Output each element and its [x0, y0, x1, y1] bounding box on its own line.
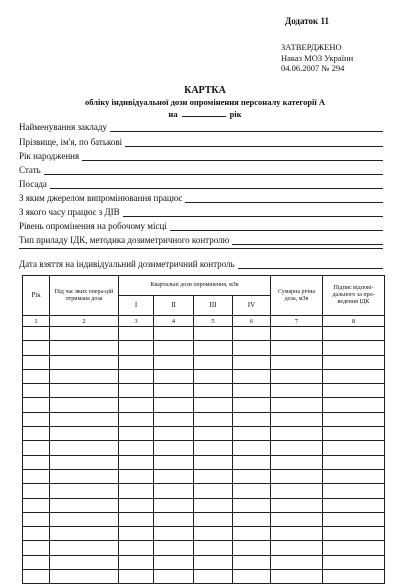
- table-cell[interactable]: [50, 355, 119, 369]
- table-cell[interactable]: [23, 384, 50, 398]
- table-cell[interactable]: [50, 441, 119, 455]
- table-cell[interactable]: [23, 555, 50, 569]
- table-cell[interactable]: [119, 498, 154, 512]
- table-cell[interactable]: [271, 512, 323, 526]
- table-cell[interactable]: [233, 355, 271, 369]
- table-row: [23, 570, 385, 584]
- approval-line: Наказ МОЗ України: [281, 52, 354, 63]
- table-cell[interactable]: [50, 498, 119, 512]
- table-cell[interactable]: [23, 427, 50, 441]
- table-cell[interactable]: [50, 469, 119, 483]
- table-cell[interactable]: [23, 527, 50, 541]
- table-cell[interactable]: [233, 555, 271, 569]
- table-cell[interactable]: [271, 355, 323, 369]
- table-cell[interactable]: [323, 527, 385, 541]
- table-cell[interactable]: [50, 369, 119, 383]
- column-number: 7: [271, 316, 323, 327]
- field-fill-line[interactable]: [238, 259, 383, 269]
- table-body: [23, 327, 385, 584]
- table-cell[interactable]: [119, 441, 154, 455]
- table-cell[interactable]: [119, 384, 154, 398]
- table-cell[interactable]: [23, 398, 50, 412]
- field-radiation-source: [19, 191, 383, 203]
- table-cell[interactable]: [323, 384, 385, 398]
- column-number: 5: [194, 316, 233, 327]
- table-cell[interactable]: [233, 427, 271, 441]
- table-cell[interactable]: [119, 570, 154, 584]
- table-cell[interactable]: [154, 398, 194, 412]
- field-full-name: [19, 135, 383, 147]
- table-cell[interactable]: [194, 441, 233, 455]
- table-cell[interactable]: [23, 498, 50, 512]
- approval-stamp: [281, 42, 353, 74]
- year-line: [0, 108, 410, 119]
- field-sampling-date: [19, 257, 383, 269]
- field-fill-line[interactable]: [110, 122, 383, 132]
- table-cell[interactable]: [119, 427, 154, 441]
- field-exposure-level: [19, 219, 383, 231]
- table-cell[interactable]: [154, 341, 194, 355]
- table-cell[interactable]: [323, 355, 385, 369]
- table-cell[interactable]: [50, 512, 119, 526]
- table-cell[interactable]: [119, 469, 154, 483]
- column-numbers-row: [23, 316, 385, 327]
- table-row: [23, 541, 385, 555]
- field-device-type: [19, 233, 383, 245]
- table-cell[interactable]: [194, 498, 233, 512]
- col-header-annual-total: Сумарна річна доза, мЗв: [271, 276, 323, 316]
- table-cell[interactable]: [323, 555, 385, 569]
- card-title: КАРТКА: [184, 85, 226, 96]
- table-cell[interactable]: [23, 469, 50, 483]
- field-label: Стать: [19, 165, 41, 175]
- table-cell[interactable]: [194, 455, 233, 469]
- table-cell[interactable]: [23, 455, 50, 469]
- col-header-quarterly-doses: Квартальні дози опромінення, мЗв: [119, 276, 271, 296]
- field-label: З яким джерелом випромінювання працює: [19, 193, 183, 203]
- table-cell[interactable]: [119, 527, 154, 541]
- table-cell[interactable]: [194, 512, 233, 526]
- table-cell[interactable]: [154, 570, 194, 584]
- appendix-number: Додаток 11: [285, 16, 329, 26]
- year-suffix: рік: [229, 109, 242, 119]
- table-cell[interactable]: [154, 384, 194, 398]
- table-cell[interactable]: [23, 541, 50, 555]
- table-cell[interactable]: [194, 527, 233, 541]
- table-row: [23, 441, 385, 455]
- table-cell[interactable]: [194, 384, 233, 398]
- table-cell[interactable]: [154, 427, 194, 441]
- table-cell[interactable]: [271, 327, 323, 341]
- field-label: З якого часу працює з ДІВ: [19, 207, 120, 217]
- table-cell[interactable]: [154, 498, 194, 512]
- column-number: 1: [23, 316, 50, 327]
- col-header-quarter: IV: [233, 296, 271, 316]
- table-cell[interactable]: [271, 384, 323, 398]
- table-cell[interactable]: [119, 541, 154, 555]
- table-cell[interactable]: [323, 541, 385, 555]
- table-cell[interactable]: [233, 570, 271, 584]
- table-cell[interactable]: [119, 412, 154, 426]
- table-cell[interactable]: [233, 412, 271, 426]
- table-cell[interactable]: [323, 512, 385, 526]
- year-blank[interactable]: [182, 108, 226, 117]
- table-cell[interactable]: [194, 327, 233, 341]
- table-cell[interactable]: [154, 369, 194, 383]
- table-row: [23, 384, 385, 398]
- table-cell[interactable]: [323, 427, 385, 441]
- column-number: 3: [119, 316, 154, 327]
- table-cell[interactable]: [23, 412, 50, 426]
- field-label: Тип приладу ІДК, методика дозиметричного контролю: [19, 235, 230, 245]
- table-cell[interactable]: [323, 484, 385, 498]
- table-cell[interactable]: [271, 555, 323, 569]
- table-cell[interactable]: [154, 355, 194, 369]
- table-row: [23, 412, 385, 426]
- table-cell[interactable]: [194, 570, 233, 584]
- table-row: [23, 484, 385, 498]
- table-cell[interactable]: [194, 398, 233, 412]
- table-cell[interactable]: [23, 369, 50, 383]
- table-row: [23, 469, 385, 483]
- extra-fill-line[interactable]: [19, 248, 383, 249]
- table-cell[interactable]: [23, 512, 50, 526]
- table-cell[interactable]: [233, 512, 271, 526]
- table-cell[interactable]: [194, 355, 233, 369]
- table-cell[interactable]: [23, 441, 50, 455]
- table-cell[interactable]: [233, 527, 271, 541]
- table-cell[interactable]: [194, 555, 233, 569]
- field-fill-line[interactable]: [232, 235, 383, 245]
- table-cell[interactable]: [323, 469, 385, 483]
- col-header-signature: Підпис відпові-дального за про-ведення ІДК: [323, 276, 385, 316]
- table-cell[interactable]: [23, 355, 50, 369]
- table-cell[interactable]: [323, 398, 385, 412]
- table-cell[interactable]: [50, 570, 119, 584]
- table-cell[interactable]: [271, 469, 323, 483]
- field-label: Прізвище, ім'я, по батькові: [19, 137, 123, 147]
- table-row: [23, 341, 385, 355]
- table-cell[interactable]: [323, 327, 385, 341]
- table-cell[interactable]: [233, 441, 271, 455]
- table-cell[interactable]: [233, 541, 271, 555]
- table-cell[interactable]: [119, 455, 154, 469]
- table-cell[interactable]: [23, 327, 50, 341]
- field-fill-line[interactable]: [185, 193, 383, 203]
- field-label: Найменування закладу: [19, 122, 107, 132]
- table-cell[interactable]: [271, 441, 323, 455]
- table-cell[interactable]: [50, 412, 119, 426]
- table-cell[interactable]: [119, 555, 154, 569]
- table-cell[interactable]: [154, 469, 194, 483]
- table-cell[interactable]: [194, 341, 233, 355]
- column-number: 6: [233, 316, 271, 327]
- field-position: [19, 177, 383, 189]
- table-cell[interactable]: [233, 398, 271, 412]
- table-cell[interactable]: [50, 541, 119, 555]
- table-row: [23, 498, 385, 512]
- table-cell[interactable]: [119, 355, 154, 369]
- field-birth-year: [19, 149, 383, 161]
- field-fill-line[interactable]: [125, 137, 383, 147]
- table-cell[interactable]: [323, 455, 385, 469]
- table-cell[interactable]: [154, 441, 194, 455]
- col-header-year: Рік: [23, 276, 50, 316]
- approval-line: 04.06.2007 № 294: [281, 63, 345, 73]
- table-row: [23, 555, 385, 569]
- table-cell[interactable]: [50, 398, 119, 412]
- table-cell[interactable]: [119, 512, 154, 526]
- table-cell[interactable]: [50, 555, 119, 569]
- table-row: [23, 455, 385, 469]
- table-cell[interactable]: [50, 341, 119, 355]
- table-row: [23, 427, 385, 441]
- table-cell[interactable]: [271, 484, 323, 498]
- field-sex: [19, 163, 383, 175]
- table-row: [23, 355, 385, 369]
- column-number: 4: [154, 316, 194, 327]
- table-cell[interactable]: [119, 484, 154, 498]
- table-cell[interactable]: [233, 384, 271, 398]
- field-fill-line[interactable]: [123, 207, 383, 217]
- field-fill-line[interactable]: [82, 151, 383, 161]
- table-cell[interactable]: [194, 427, 233, 441]
- table-row: [23, 327, 385, 341]
- table-cell[interactable]: [154, 527, 194, 541]
- field-work-since: [19, 205, 383, 217]
- card-subtitle: обліку індивідуальної дози опромінення персоналу категорії А: [84, 97, 326, 107]
- table-cell[interactable]: [271, 369, 323, 383]
- table-row: [23, 512, 385, 526]
- table-cell[interactable]: [271, 498, 323, 512]
- table-row: [23, 369, 385, 383]
- table-cell[interactable]: [119, 341, 154, 355]
- table-cell[interactable]: [154, 541, 194, 555]
- table-cell[interactable]: [271, 541, 323, 555]
- table-cell[interactable]: [271, 527, 323, 541]
- table-cell[interactable]: [271, 398, 323, 412]
- table-cell[interactable]: [154, 455, 194, 469]
- col-header-operations: Під час яких опера-цій отримана доза: [50, 276, 119, 316]
- table-cell[interactable]: [194, 541, 233, 555]
- table-cell[interactable]: [194, 412, 233, 426]
- table-cell[interactable]: [154, 412, 194, 426]
- col-header-quarter: I: [119, 296, 154, 316]
- field-institution: [19, 120, 383, 132]
- field-fill-line[interactable]: [170, 221, 383, 231]
- table-cell[interactable]: [323, 498, 385, 512]
- dose-table: [22, 275, 385, 584]
- table-cell[interactable]: [23, 341, 50, 355]
- table-cell[interactable]: [233, 469, 271, 483]
- table-cell[interactable]: [271, 341, 323, 355]
- table-cell[interactable]: [23, 484, 50, 498]
- column-number: 8: [323, 316, 385, 327]
- table-cell[interactable]: [271, 455, 323, 469]
- field-fill-line[interactable]: [50, 179, 383, 189]
- table-cell[interactable]: [323, 570, 385, 584]
- field-label: Дата взяття на індивідуальний дозиметричний контроль: [19, 259, 235, 269]
- table-cell[interactable]: [233, 341, 271, 355]
- table-cell[interactable]: [154, 484, 194, 498]
- table-cell[interactable]: [154, 512, 194, 526]
- table-cell[interactable]: [23, 570, 50, 584]
- column-number: 2: [50, 316, 119, 327]
- table-cell[interactable]: [119, 398, 154, 412]
- table-cell[interactable]: [154, 555, 194, 569]
- table-cell[interactable]: [323, 441, 385, 455]
- table-cell[interactable]: [194, 369, 233, 383]
- table-cell[interactable]: [323, 369, 385, 383]
- field-label: Рік народження: [19, 151, 80, 161]
- table-cell[interactable]: [233, 484, 271, 498]
- table-cell[interactable]: [50, 427, 119, 441]
- col-header-quarter: II: [154, 296, 194, 316]
- table-cell[interactable]: [233, 369, 271, 383]
- table-cell[interactable]: [194, 469, 233, 483]
- table-cell[interactable]: [50, 484, 119, 498]
- table-cell[interactable]: [271, 427, 323, 441]
- table-cell[interactable]: [233, 498, 271, 512]
- table-cell[interactable]: [271, 412, 323, 426]
- field-fill-line[interactable]: [44, 165, 383, 175]
- table-cell[interactable]: [119, 369, 154, 383]
- table-cell[interactable]: [119, 327, 154, 341]
- table-cell[interactable]: [233, 455, 271, 469]
- table-cell[interactable]: [323, 412, 385, 426]
- table-cell[interactable]: [323, 341, 385, 355]
- year-prefix: на: [168, 109, 178, 119]
- field-label: Посада: [19, 179, 47, 189]
- table-cell[interactable]: [154, 327, 194, 341]
- table-cell[interactable]: [50, 384, 119, 398]
- field-label: Рівень опромінення на робочому місці: [19, 221, 167, 231]
- approval-line: ЗАТВЕРДЖЕНО: [281, 42, 342, 52]
- col-header-quarter: III: [194, 296, 233, 316]
- table-row: [23, 398, 385, 412]
- table-cell[interactable]: [233, 327, 271, 341]
- table-row: [23, 527, 385, 541]
- table-cell[interactable]: [194, 484, 233, 498]
- table-cell[interactable]: [50, 327, 119, 341]
- table-cell[interactable]: [50, 455, 119, 469]
- table-cell[interactable]: [50, 527, 119, 541]
- table-cell[interactable]: [271, 570, 323, 584]
